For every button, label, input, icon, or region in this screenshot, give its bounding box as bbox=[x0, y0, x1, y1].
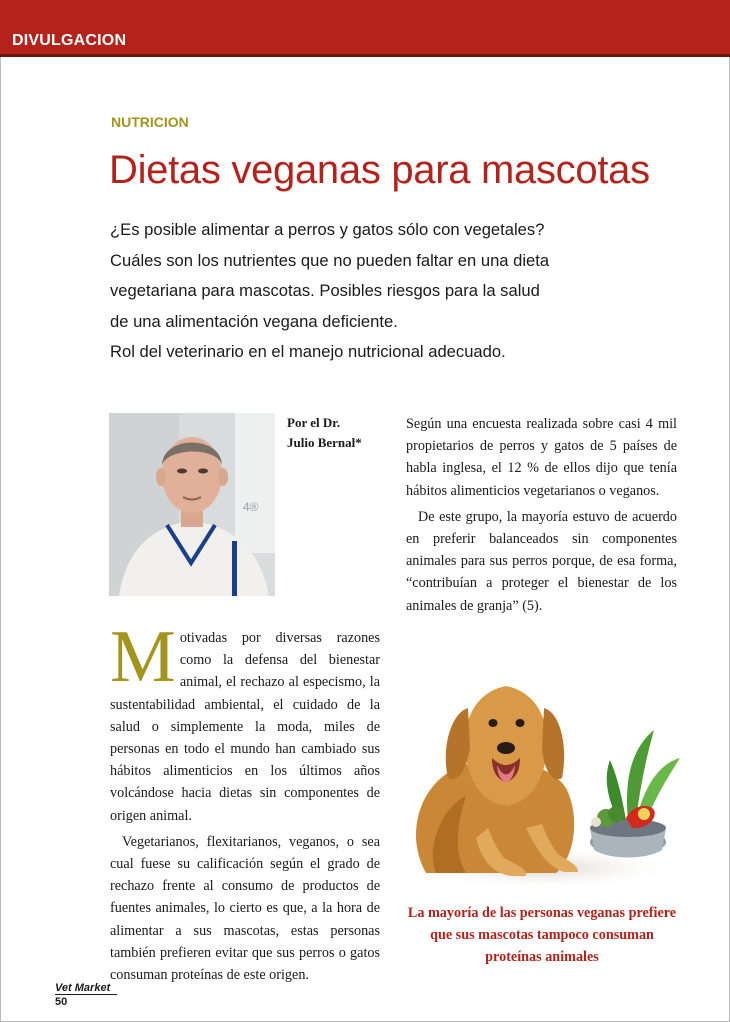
byline-prefix: Por el Dr. bbox=[287, 415, 341, 430]
section-header-bar bbox=[0, 0, 730, 57]
article-title: Dietas veganas para mascotas bbox=[109, 148, 650, 192]
drop-cap: M bbox=[110, 616, 176, 698]
body-column-left bbox=[110, 616, 380, 986]
article-kicker: NUTRICION bbox=[111, 114, 189, 130]
lead-line: vegetariana para mascotas. Posibles riesgos para la salud bbox=[110, 281, 540, 300]
dog-vegetables-image bbox=[396, 668, 686, 890]
section-label: DIVULGACION bbox=[12, 32, 127, 49]
lead-line: Rol del veterinario en el manejo nutricional adecuado. bbox=[110, 342, 506, 361]
paragraph-text: otivadas por diversas razones como la defensa del bienestar animal, el rechazo al especismo, la sustentabilidad ambiental, el cuidado de la salud o simplemente la moda, miles de personas en todo el mundo han cambiado sus hábitos alimenticios en los últimos años volcándose hacia dietas sin componentes de origen animal. bbox=[110, 630, 380, 824]
article-lead bbox=[110, 215, 610, 368]
lead-line: Cuáles son los nutrientes que no pueden faltar en una dieta bbox=[110, 250, 550, 270]
page-number: 50 bbox=[55, 996, 68, 1008]
author-photo bbox=[109, 413, 275, 596]
body-paragraph: De este grupo, la mayoría estuvo de acuerdo en preferir balanceados sin componentes animales para sus perros porque, de esa forma, “contribuían a proteger el bienestar de los animales de granja” (5). bbox=[406, 508, 677, 614]
magazine-name: Vet Market bbox=[55, 982, 117, 995]
body-paragraph: Según una encuesta realizada sobre casi 4 mil propietarios de perros y gatos de 5 países de habla inglesa, el 12 % de ellos dijo que tenía hábitos alimenticios vegetarianos o veganos. bbox=[406, 416, 677, 499]
image-caption: La mayoría de las personas veganas prefiere que sus mascotas tampoco consuman proteínas animales bbox=[407, 905, 677, 965]
byline-author: Julio Bernal* bbox=[287, 435, 362, 450]
body-paragraph bbox=[110, 616, 380, 827]
svg-text:4®: 4® bbox=[243, 500, 259, 514]
body-paragraph: Vegetarianos, flexitarianos, veganos, o sea cual fuese su calificación según el grado de rechazo frente al consumo de productos de fuentes animales, lo cierto es que, a la hora de alimentar a sus mascotas, estas personas también prefieren evitar que sus perros o gatos consuman proteínas de este origen. bbox=[110, 833, 380, 984]
lead-line: de una alimentación vegana deficiente. bbox=[110, 311, 398, 331]
byline bbox=[287, 413, 362, 453]
lead-line: ¿Es posible alimentar a perros y gatos sólo con vegetales? bbox=[110, 220, 545, 239]
body-column-right bbox=[406, 413, 677, 617]
